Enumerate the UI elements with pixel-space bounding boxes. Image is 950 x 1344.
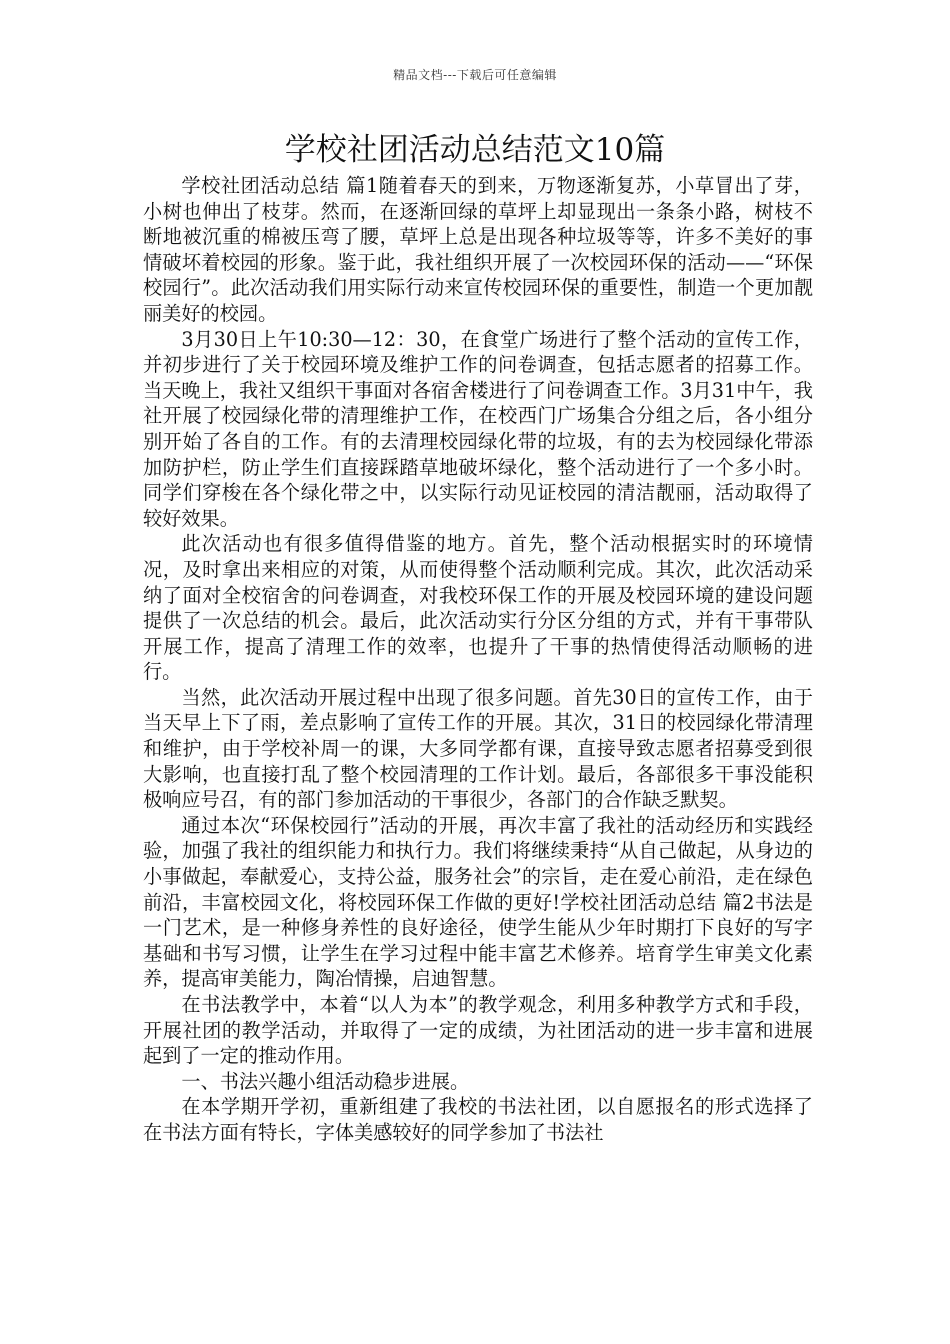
header-note: 精品文档---下载后可任意编辑 <box>393 68 557 82</box>
paragraph: 在本学期开学初，重新组建了我校的书法社团，以自愿报名的形式选择了在书法方面有特长，字体美感较好的同学参加了书法社 <box>143 1095 813 1144</box>
paragraph: 3月30日上午10:30—12：30，在食堂广场进行了整个活动的宣传工作，并初步进行了关于校园环境及维护工作的问卷调查，包括志愿者的招募工作。当天晚上，我社又组织干事面对各宿舍楼进行了问卷调查工作。3月31中午，我社开展了校园绿化带的清理维护工作，在校西门广场集合分组之后，各小组分别开始了各自的工作。有的去清理校园绿化带的垃圾，有的去为校园绿化带添加防护栏，防止学生们直接踩踏草地破坏绿化，整个活动进行了一个多小时。同学们穿梭在各个绿化带之中，以实际行动见证校园的清洁靓丽，活动取得了较好效果。 <box>143 327 813 530</box>
document-title: 学校社团活动总结范文10篇 <box>284 132 666 168</box>
section-heading: 一、书法兴趣小组活动稳步进展。 <box>181 1069 470 1093</box>
paragraph: 当然，此次活动开展过程中出现了很多问题。首先30日的宣传工作，由于当天早上下了雨，差点影响了宣传工作的开展。其次，31日的校园绿化带清理和维护，由于学校补周一的课，大多同学都有课，直接导致志愿者招募受到很大影响，也直接打乱了整个校园清理的工作计划。最后，各部很多干事没能积极响应号召，有的部门参加活动的干事很少，各部门的合作缺乏默契。 <box>143 685 813 812</box>
paragraph: 在书法教学中，本着“以人为本”的教学观念，利用多种教学方式和手段，开展社团的教学活动，并取得了一定的成绩，为社团活动的进一步丰富和进展起到了一定的推动作用。 <box>143 993 813 1068</box>
paragraph: 学校社团活动总结 篇1随着春天的到来，万物逐渐复苏，小草冒出了芽，小树也伸出了枝芽。然而，在逐渐回绿的草坪上却显现出一条条小路，树枝不断地被沉重的棉被压弯了腰，草坪上总是出现各种垃圾等等，许多不美好的事情破坏着校园的形象。鉴于此，我社组织开展了一次校园环保的活动——“环保校园行”。此次活动我们用实际行动来宣传校园环保的重要性，制造一个更加靓丽美好的校园。 <box>143 174 813 325</box>
document-body <box>143 173 813 1146</box>
paragraph: 通过本次“环保校园行”活动的开展，再次丰富了我社的活动经历和实践经验，加强了我社的组织能力和执行力。我们将继续秉持“从自己做起，从身边的小事做起，奉献爱心，支持公益，服务社会”的宗旨，走在爱心前沿，走在绿色前沿，丰富校园文化，将校园环保工作做的更好!学校社团活动总结 篇2书法是一门艺术，是一种修身养性的良好途径，使学生能从少年时期打下良好的写字基础和书写习惯，让学生在学习过程中能丰富艺术修养。培育学生审美文化素养，提高审美能力，陶冶情操，启迪智慧。 <box>143 813 813 991</box>
paragraph: 此次活动也有很多值得借鉴的地方。首先，整个活动根据实时的环境情况，及时拿出来相应的对策，从而使得整个活动顺利完成。其次，此次活动采纳了面对全校宿舍的问卷调查，对我校环保工作的开展及校园环境的建设问题提供了一次总结的机会。最后，此次活动实行分区分组的方式，并有干事带队开展工作，提高了清理工作的效率，也提升了干事的热情使得活动顺畅的进行。 <box>143 532 813 684</box>
